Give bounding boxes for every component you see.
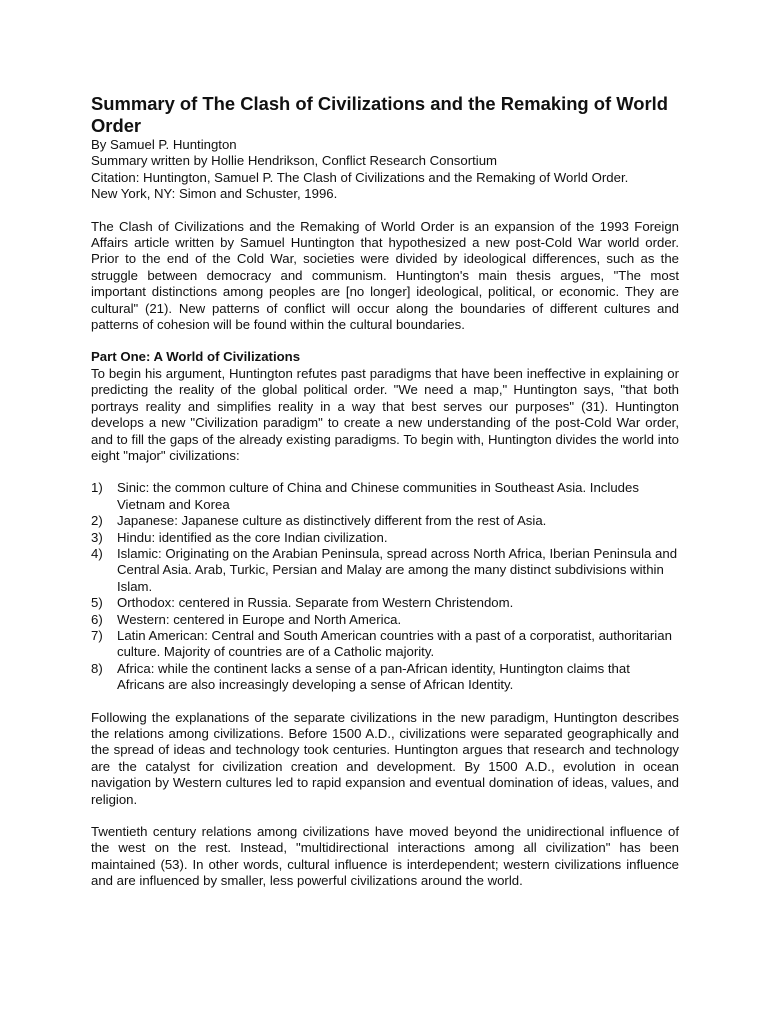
list-item-number: 5)	[91, 595, 103, 611]
author-line: By Samuel P. Huntington	[91, 137, 237, 152]
list-item	[91, 530, 679, 546]
list-item-text: Islamic: Originating on the Arabian Peninsula, spread across North Africa, Iberian Peninsula and Central Asia. Arab, Turkic, Persian and Malay are among the many distinct subdivisions within Islam.	[117, 545, 678, 594]
civilizations-list	[91, 480, 679, 693]
list-item-text: Africa: while the continent lacks a sense of a pan-African identity, Huntington claims that Africans are also increasingly developing a sense of African Identity.	[117, 660, 630, 693]
list-item	[91, 480, 679, 513]
list-item-text: Sinic: the common culture of China and Chinese communities in Southeast Asia. Includes Vietnam and Korea	[117, 480, 639, 512]
relations-paragraph: Following the explanations of the separate civilizations in the new paradigm, Huntington describes the relations among civilizations. Before 1500 A.D., civilizations were separated geographically and the spread of ideas and technology took centuries. Huntington argues that research and technology are the catalyst for civilization creation and development. By 1500 A.D., evolution in ocean navigation by Western cultures led to rapid expansion and eventual domination of ideas, values, and religion.	[91, 709, 679, 807]
list-item	[91, 628, 679, 661]
section-heading-part-one: Part One: A World of Civilizations	[91, 349, 301, 365]
list-item-text: Orthodox: centered in Russia. Separate from Western Christendom.	[117, 595, 514, 611]
list-item-number: 8)	[91, 660, 103, 676]
list-item-number: 7)	[91, 627, 103, 643]
part-one-paragraph: To begin his argument, Huntington refutes past paradigms that have been ineffective in explaining or predicting the reality of the global political order. "We need a map," Huntington says, "that both portrays reality and simplifies reality in a way that best serves our purposes" (31). Huntington develops a new "Civilization paradigm" to create a new understanding of the post-Cold War order, and to fill the gaps of the already existing paradigms. To begin with, Huntington divides the world into eight "major" civilizations:	[91, 365, 679, 463]
summary-author-line: Summary written by Hollie Hendrikson, Conflict Research Consortium	[91, 153, 498, 169]
list-item	[91, 546, 679, 595]
list-item-number: 6)	[91, 611, 103, 627]
list-item-number: 2)	[91, 513, 103, 529]
list-item-number: 3)	[91, 529, 103, 545]
list-item	[91, 513, 679, 529]
document-title: Summary of The Clash of Civilizations and the Remaking of World Order	[91, 93, 668, 136]
twentieth-century-paragraph: Twentieth century relations among civilizations have moved beyond the unidirectional influence of the west on the rest. Instead, "multidirectional interactions among all civilization" has been maintained (53). In other words, cultural influence is interdependent; western civilizations influence and are influenced by smaller, less powerful civilizations around the world.	[91, 824, 679, 889]
list-item-text: Western: centered in Europe and North America.	[117, 611, 402, 627]
list-item	[91, 661, 679, 694]
citation-line-1: Citation: Huntington, Samuel P. The Clash of Civilizations and the Remaking of World Order.	[91, 169, 629, 185]
list-item-text: Hindu: identified as the core Indian civilization.	[117, 529, 388, 545]
list-item-number: 4)	[91, 545, 103, 561]
list-item	[91, 612, 679, 628]
list-item	[91, 595, 679, 611]
intro-paragraph: The Clash of Civilizations and the Remaking of World Order is an expansion of the 1993 Foreign Affairs article written by Samuel Huntington that hypothesized a new post-Cold War world order. Prior to the end of the Cold War, societies were divided by ideological differences, such as the struggle between democracy and communism. Huntington's main thesis argues, "The most important distinctions among peoples are [no longer] ideological, political, or economic. They are cultural" (21). New patterns of conflict will occur along the boundaries of different cultures and patterns of cohesion will be found within the cultural boundaries.	[91, 218, 679, 333]
list-item-number: 1)	[91, 480, 103, 496]
citation-line-2: New York, NY: Simon and Schuster, 1996.	[91, 186, 338, 202]
document-page	[91, 93, 679, 890]
list-item-text: Japanese: Japanese culture as distinctively different from the rest of Asia.	[117, 513, 547, 529]
list-item-text: Latin American: Central and South American countries with a past of a corporatist, authoritarian culture. Majority of countries are of a Catholic majority.	[117, 627, 672, 660]
